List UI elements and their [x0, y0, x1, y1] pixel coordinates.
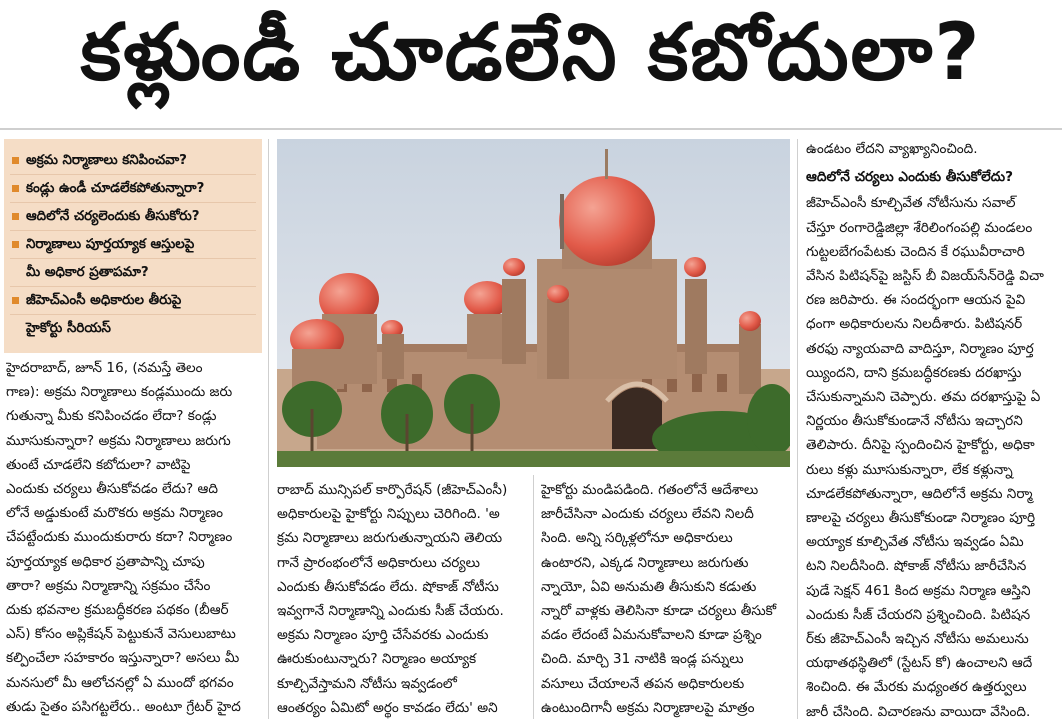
- article-column-3: [541, 478, 791, 720]
- article-text-line: పుడే సెక్షన్ 461 కింద అక్రమ నిర్మాణ ఆస్తిని: [806, 582, 1031, 599]
- article-text-line: ఎందుకు సీజ్ చేయరని ప్రశ్నించింది. పిటిషన: [806, 606, 1031, 623]
- article-text-line: కల్పించేలా సహకారం ఇస్తున్నారా? అసలు మీ: [6, 650, 240, 667]
- article-text-line: మనసులో మీ ఆలోచనల్లో ఏ ముందో భగవం: [6, 674, 234, 691]
- article-text-line: ఎందుకు చర్యలు తీసుకోవడం లేదు? ఆది: [6, 481, 218, 498]
- bullet-square-icon: [12, 241, 19, 248]
- article-text-line: ధంగా అధికారులను నిలదీశారు. పిటిషనర్: [806, 316, 1023, 333]
- headline-divider: [0, 128, 1062, 130]
- bullet-square-icon: [12, 185, 19, 192]
- article-text-line: రాబాద్ మున్సిపల్ కార్పొరేషన్ (జీహెచ్‌ఎంసీ): [277, 482, 508, 498]
- highlight-text: హైకోర్టు సీరియస్: [26, 321, 111, 336]
- article-text-line: వడం లేదంటే ఏమనుకోవాలని కూడా ప్రశ్నిం: [541, 627, 762, 644]
- column-divider: [797, 139, 798, 719]
- article-text-line: ఉంటుందిగానీ అక్రమ నిర్మాణాలపై మాత్రం: [541, 699, 755, 716]
- article-text-line: చేసుకున్నామని చెప్పారు. తమ దరఖాస్తుపై ఏ: [806, 389, 1041, 406]
- article-text-line: జారీచేసినా ఎందుకు చర్యలు లేవని నిలదీ: [541, 506, 754, 523]
- bullet-square-icon: [12, 157, 19, 164]
- article-text-line: యథాతథస్థితిలో (స్టేటస్ కో) ఉంచాలని ఆదే: [806, 655, 1033, 672]
- article-text-line: ర్‌కు జీహెచ్‌ఎంసీ ఇచ్చిన నోటీసు అమలును: [806, 631, 1029, 648]
- highlight-item: [10, 203, 256, 231]
- highlight-text: అక్రమ నిర్మాణాలు కనిపించవా?: [26, 153, 187, 168]
- article-text-line: టని నిలదీసింది. షోకాజ్ నోటీసు జారీచేసిన: [806, 558, 1027, 575]
- article-text-line: రణ జరిపారు. ఈ సందర్భంగా ఆయన పైవి: [806, 292, 1026, 309]
- article-text-line: వసూలు చేయాలనే తపన అధికారులకు: [541, 675, 745, 692]
- headline: కళ్లుండీ చూడలేని కబోదులా?: [80, 8, 982, 98]
- article-text-line: ఆంతర్యం ఏమిటో అర్థం కావడం లేదు' అని: [277, 699, 498, 716]
- article-text-line: ఇవ్వగానే నిర్మాణాన్ని ఎందుకు సీజ్ చేయరు.: [277, 603, 504, 620]
- article-text-line: అయ్యాక కూల్చివేత నోటీసు ఇవ్వడం ఏమి: [806, 534, 1024, 551]
- article-text-line: గానే ప్రారంభంలోనే అధికారులు చర్యలు: [277, 554, 480, 571]
- article-text-line: తుంటే చూడలేని కబోదులా? వాటిపై: [6, 456, 191, 473]
- column-4-lead-line: ఉండటం లేదని వ్యాఖ్యానించింది.: [806, 141, 978, 157]
- highlight-text: మీ అధికార ప్రతాపమా?: [26, 265, 149, 280]
- article-text-line: గాణ): అక్రమ నిర్మాణాలు కండ్లముందు జరు: [6, 384, 233, 401]
- highlight-text: జీహెచ్‌ఎంసీ అధికారుల తీరుపై: [26, 293, 182, 308]
- article-text-line: ఊరుకుంటున్నారు? నిర్మాణం అయ్యాక: [277, 651, 477, 668]
- article-text-line: తుడు సైతం పసిగట్టలేరు.. అంటూ గ్రేటర్ హైద: [6, 698, 241, 715]
- column-divider: [533, 475, 534, 719]
- article-text-line: అక్రమ నిర్మాణం పూర్తి చేసేవరకు ఎందుకు: [277, 627, 489, 644]
- article-text-line: హైదరాబాద్, జూన్ 16, (నమస్తే తెలం: [6, 360, 203, 376]
- article-text-line: ఉంటారని, ఎక్కడ నిర్మాణాలు జరుగుతు: [541, 554, 749, 571]
- article-text-line: గుతున్నా మీకు కనిపించడం లేదా? కండ్లు: [6, 408, 217, 425]
- bullet-square-icon: [12, 297, 19, 304]
- article-text-line: మూసుకున్నారా? అక్రమ నిర్మాణాలు జరుగు: [6, 432, 231, 449]
- highlights-list: [10, 147, 256, 342]
- highlight-item: [10, 147, 256, 175]
- article-column-2: [277, 478, 527, 720]
- highlight-item: [10, 259, 256, 287]
- article-text-line: సింది. అన్ని సర్కిళ్లలోనూ అధికారులు: [541, 530, 733, 547]
- highlight-text: కండ్లు ఉండీ చూడలేకపోతున్నారా?: [26, 181, 205, 196]
- article-text-line: దుకు భవనాల క్రమబద్ధీకరణ పథకం (బీఆర్: [6, 602, 229, 619]
- article-text-line: శించింది. ఈ మేరకు మధ్యంతర ఉత్తర్వులు: [806, 679, 1027, 696]
- highlight-item: [10, 315, 256, 342]
- article-text-line: నిర్ణయం తీసుకోకుండానే నోటీసు ఇచ్చారని: [806, 413, 1023, 430]
- highlight-text: నిర్మాణాలు పూర్తయ్యాక ఆస్తులపై: [26, 237, 195, 252]
- article-text-line: తరఫు న్యాయవాది వాదిస్తూ, నిర్మాణం పూర్త: [806, 340, 1034, 357]
- article-text-line: ఎందుకు తీసుకోవడం లేదు. షోకాజ్ నోటీసు: [277, 578, 499, 595]
- high-court-photo: [277, 139, 790, 467]
- article-text-line: ణాలపై చర్యలు తీసుకోకుండా నిర్మాణం పూర్తి: [806, 510, 1036, 527]
- article-text-line: హైకోర్టు మండిపడింది. గతంలోనే ఆదేశాలు: [541, 482, 759, 498]
- article-text-line: చూడలేకపోతున్నారా, ఆదిలోనే అక్రమ నిర్మా: [806, 485, 1033, 502]
- article-text-line: క్రమ నిర్మాణాలు జరుగుతున్నాయని తెలియ: [277, 530, 503, 547]
- highlight-item: [10, 175, 256, 203]
- article-text-line: తారా? అక్రమ నిర్మాణాన్ని సక్రమం చేసేం: [6, 577, 211, 594]
- article-text-line: కూల్చివేస్తామని నోటీసు ఇవ్వడంలో: [277, 675, 457, 692]
- article-text-line: వేసిన పిటిషన్‌పై జస్టిస్ బీ విజయ్‌సేన్‌రెడ్డి విచా: [806, 268, 1044, 285]
- article-text-line: చేస్తూ రంగారెడ్డిజిల్లా శేరిలింగంపల్లి మండలం: [806, 219, 1033, 236]
- highlight-text: ఆదిలోనే చర్యలెందుకు తీసుకోరు?: [26, 209, 200, 224]
- article-text-line: చేపట్టేందుకు ముందుకురారు కదా? నిర్మాణం: [6, 529, 233, 546]
- highlight-item: [10, 287, 256, 315]
- article-text-line: య్యిందని, దాని క్రమబద్ధీకరణకు దరఖాస్తు: [806, 364, 1022, 381]
- article-column-1: [6, 356, 262, 719]
- article-text-line: తెలిపారు. దీనిపై స్పందించిన హైకోర్టు, అధికా: [806, 437, 1035, 454]
- article-text-line: చింది. మార్చి 31 నాటికి ఇండ్ల పన్నులు: [541, 651, 744, 668]
- high-court-building-image: [277, 139, 790, 467]
- article-text-line: న్నారో వాళ్లకు తెలిసినా కూడా చర్యలు తీసుకో: [541, 603, 777, 620]
- article-column-4: [806, 137, 1058, 724]
- article-text-line: గుట్టలబేగంపేటకు చెందిన కే రఘువీరాచారి: [806, 243, 1025, 260]
- article-text-line: పూర్తయ్యాక అధికార ప్రతాపాన్ని చూపు: [6, 553, 205, 570]
- article-text-line: న్నాయో, ఏవి అనుమతి తీసుకుని కడుతు: [541, 578, 757, 595]
- article-text-line: జారీ చేసింది. విచారణను వాయిదా వేసింది.: [806, 703, 1031, 720]
- highlight-item: [10, 231, 256, 259]
- article-text-line: అధికారులపై హైకోర్టు నిప్పులు చెరిగింది. 'అ: [277, 506, 500, 523]
- column-divider: [268, 139, 269, 719]
- article-text-line: జీహెచ్‌ఎంసీ కూల్చివేత నోటీసును సవాల్: [806, 195, 1016, 212]
- bullet-square-icon: [12, 213, 19, 220]
- article-text-line: ఎస్) కోసం అప్లికేషన్ పెట్టుకునే వెసులుబాటు: [6, 626, 236, 643]
- article-text-line: లోనే అడ్డుకుంటే మరొకరు అక్రమ నిర్మాణం: [6, 505, 224, 522]
- column-4-subheading: ఆదిలోనే చర్యలు ఎందుకు తీసుకోలేదు?: [806, 169, 1013, 186]
- article-text-line: రులు కళ్లు మూసుకున్నారా, లేక కళ్లున్నా: [806, 461, 1013, 478]
- highlights-box: [4, 139, 262, 353]
